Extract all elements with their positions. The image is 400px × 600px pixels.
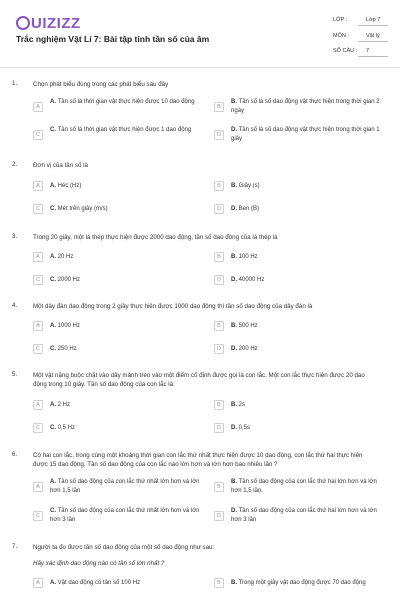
option-text: Tần số là số dao động vật thực hiện trong thời gian 2 ngày: [231, 99, 380, 114]
option-label: [50, 276, 200, 285]
option-prefix: C.: [50, 425, 56, 431]
logo-q-icon: [16, 16, 30, 30]
option-text: 500 Hz: [238, 323, 258, 329]
option-letter-box[interactable]: A: [33, 482, 43, 492]
option-text: 0,5s: [238, 425, 251, 431]
option-letter-box[interactable]: C: [33, 423, 43, 433]
option-prefix: C.: [50, 127, 56, 133]
option-prefix: B.: [231, 402, 237, 408]
option-letter-box[interactable]: C: [33, 275, 43, 285]
option-text: Tần số là thời gian vật thực hiện được 1 dao động: [57, 127, 192, 133]
option-text: 1000 Hz: [57, 323, 81, 329]
option-text: Tần số dao động của con lắc thứ nhất lớn hơn và lớn hơn 1,5 lần: [50, 479, 200, 494]
option-label: [231, 182, 381, 191]
option-label: [231, 401, 381, 410]
logo-text: UIZIZZ: [31, 15, 81, 32]
option-prefix: D.: [231, 346, 237, 352]
option-prefix: A.: [50, 183, 56, 189]
option-label: [231, 424, 381, 433]
option-prefix: D.: [231, 206, 237, 212]
option-prefix: A.: [50, 254, 56, 260]
option-prefix: A.: [50, 99, 56, 105]
option-letter-box[interactable]: B: [214, 181, 224, 191]
question-number: 2.: [12, 161, 18, 168]
option-label: [50, 401, 200, 410]
question-text: Một vật nặng buộc chặt vào dây mảnh treo vào một điểm cố định được gọi là con lắc. Một con lắc thực hiện được 20 dao động trong 10 giây. Tần số dao động của con lắc là:: [33, 372, 365, 388]
option-text: 40000 Hz: [238, 277, 265, 283]
option-prefix: C.: [50, 277, 56, 283]
header: [0, 0, 400, 70]
question-number: 5.: [12, 371, 18, 378]
option-letter-box[interactable]: D: [214, 511, 224, 521]
option-letter-box[interactable]: A: [33, 578, 43, 588]
option-letter-box[interactable]: B: [214, 252, 224, 262]
option-text: 2 Hz: [57, 402, 71, 408]
option-letter-box[interactable]: B: [214, 321, 224, 331]
option-text: 250 Hz: [57, 346, 77, 352]
header-divider: [0, 67, 400, 68]
option-text: Mét trên giây (m/s): [57, 206, 108, 212]
option-label: [50, 579, 200, 588]
option-text: 2s: [238, 402, 246, 408]
option-label: [50, 253, 200, 262]
question-number: 4.: [12, 302, 18, 309]
option-label: [231, 205, 381, 214]
option-text: 200 Hz: [238, 346, 258, 352]
option-letter-box[interactable]: A: [33, 321, 43, 331]
option-letter-box[interactable]: A: [33, 181, 43, 191]
meta-value-subject: Vật lý: [366, 33, 380, 39]
option-text: 100 Hz: [238, 254, 258, 260]
option-label: [231, 322, 381, 331]
question-text: Có hai con lắc, trong cùng một khoảng thời gian con lắc thứ nhất thực hiện được 10 dao động, con lắc thứ hai thực hiện được 15 dao động. Tần số dao động của con lắc nào lớn hơn và lớn hơn bao nhiêu lần ?: [33, 452, 363, 468]
option-prefix: C.: [50, 508, 56, 514]
option-prefix: A.: [50, 479, 56, 485]
question-number: 1.: [12, 80, 18, 87]
meta-underline: [358, 25, 388, 26]
option-text: Trong một giây vật dao động được 70 dao động: [238, 580, 366, 586]
meta-value-grade: Lớp 7: [366, 17, 381, 23]
option-prefix: B.: [231, 479, 237, 485]
option-label: [231, 345, 381, 354]
option-label: [50, 345, 200, 354]
option-label: [231, 478, 381, 495]
option-label: [50, 478, 200, 495]
option-prefix: B.: [231, 580, 237, 586]
option-label: [50, 182, 200, 191]
option-text: 2000 Hz: [57, 277, 81, 283]
option-text: 20 Hz: [57, 254, 74, 260]
question-text: Người ta đo được tần số dao động của một số dao động như sau:: [33, 544, 215, 551]
option-label: [50, 424, 200, 433]
question-text: Đơn vị của tần số là: [33, 162, 88, 169]
option-label: [50, 205, 200, 214]
option-prefix: A.: [50, 580, 56, 586]
question-subtext: Hãy xác định dao động nào có tần số lớn nhất ?: [33, 560, 165, 567]
option-label: [231, 579, 396, 588]
option-letter-box[interactable]: A: [33, 252, 43, 262]
option-text: 0,5 Hz: [57, 425, 76, 431]
option-label: [231, 507, 381, 524]
quizizz-logo: [16, 14, 81, 32]
meta-label-subject: MÔN :: [333, 33, 349, 39]
meta-underline: [358, 41, 388, 42]
option-label: [231, 98, 381, 115]
question-number: 3.: [12, 233, 18, 240]
option-letter-box[interactable]: D: [214, 344, 224, 354]
meta-label-grade: LỚP :: [333, 17, 348, 23]
option-prefix: D.: [231, 425, 237, 431]
option-letter-box[interactable]: C: [33, 204, 43, 214]
option-letter-box[interactable]: B: [214, 482, 224, 492]
option-letter-box[interactable]: D: [214, 423, 224, 433]
option-text: Ben (B): [238, 206, 260, 212]
option-label: [50, 126, 200, 135]
meta-underline: [358, 56, 388, 57]
option-prefix: A.: [50, 402, 56, 408]
option-letter-box[interactable]: B: [214, 578, 224, 588]
meta-value-count: 7: [366, 48, 370, 54]
meta-label-count: SỐ CÂU :: [333, 48, 358, 54]
option-label: [231, 126, 381, 143]
option-prefix: A.: [50, 323, 56, 329]
option-text: Tần số là số dao động vật thực hiện trong thời gian 1 giây: [231, 127, 380, 142]
question-text: Chọn phát biểu đúng trong các phát biểu sau đây: [33, 81, 169, 88]
option-label: [50, 98, 200, 107]
option-text: Tần số dao động của con lắc thứ hai lớn hơn và lớn hơn 1,5 lần.: [231, 479, 377, 494]
option-label: [50, 507, 200, 524]
option-text: Tần số dao động của con lắc thứ hai lớn hơn và lớn hơn 3 lần: [231, 508, 377, 523]
option-letter-box[interactable]: B: [214, 400, 224, 410]
option-letter-box[interactable]: D: [214, 204, 224, 214]
option-letter-box[interactable]: C: [33, 130, 43, 140]
option-prefix: C.: [50, 206, 56, 212]
option-prefix: B.: [231, 183, 237, 189]
option-prefix: B.: [231, 99, 237, 105]
option-text: Tần số dao động của con lắc thứ nhất lớn hơn và lớn hơn 3 lần: [50, 508, 200, 523]
option-text: Vật dao động có tần số 100 Hz: [57, 580, 141, 586]
option-label: [50, 322, 200, 331]
option-label: [231, 276, 381, 285]
option-letter-box[interactable]: A: [33, 400, 43, 410]
page-title: Trắc nghiệm Vật Lí 7: Bài tập tính tần số của âm: [16, 34, 210, 44]
question-number: 6.: [12, 451, 18, 458]
option-prefix: D.: [231, 508, 237, 514]
option-letter-box[interactable]: D: [214, 130, 224, 140]
option-prefix: D.: [231, 277, 237, 283]
option-prefix: C.: [50, 346, 56, 352]
option-prefix: B.: [231, 323, 237, 329]
question-text: Một dây đàn dao động trong 2 giây thực hiện được 1000 dao động thì tần số dao động của dây đàn là: [33, 303, 313, 310]
option-text: Giây (s): [238, 183, 260, 189]
option-letter-box[interactable]: C: [33, 511, 43, 521]
option-letter-box[interactable]: A: [33, 102, 43, 112]
option-letter-box[interactable]: C: [33, 344, 43, 354]
option-label: [231, 253, 381, 262]
option-letter-box[interactable]: B: [214, 102, 224, 112]
option-letter-box[interactable]: D: [214, 275, 224, 285]
option-text: Tần số là thời gian vật thực hiện được 10 dao động: [57, 99, 195, 105]
option-text: Héc (Hz): [57, 183, 82, 189]
option-prefix: D.: [231, 127, 237, 133]
question-text: Trong 20 giây, một lá thép thực hiện được 2000 dao động, tần số dao động của lá thép là: [33, 234, 278, 241]
question-number: 7.: [12, 543, 18, 550]
option-prefix: B.: [231, 254, 237, 260]
